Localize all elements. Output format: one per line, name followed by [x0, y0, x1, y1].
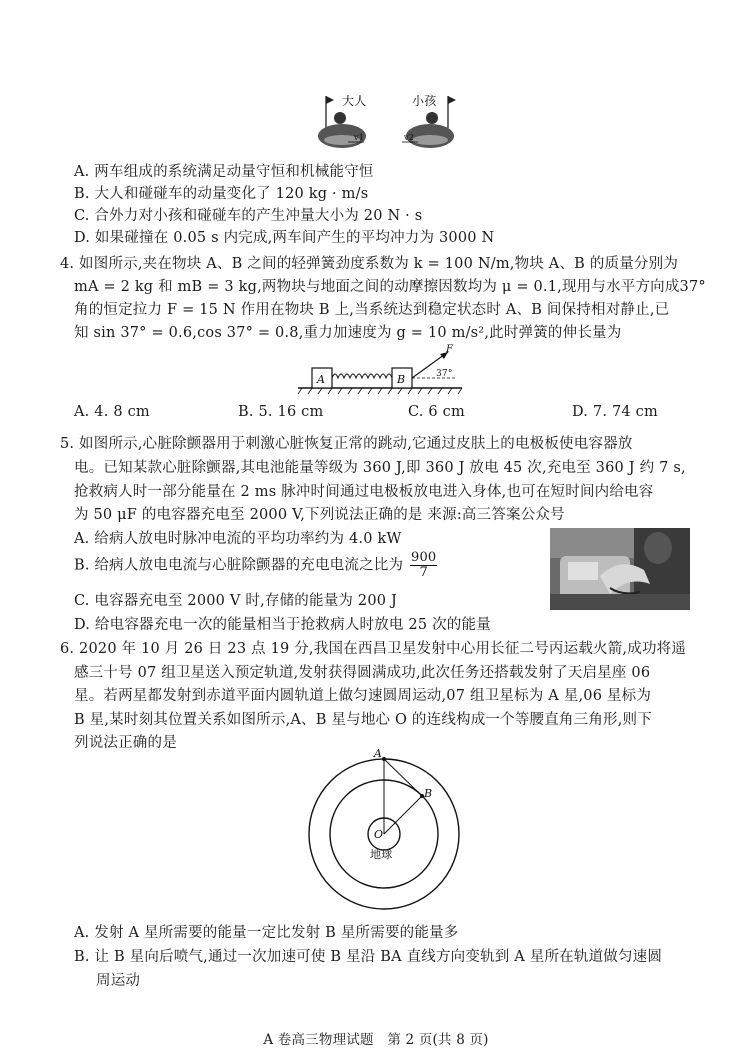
q4-line-3: 角的恒定拉力 F = 15 N 作用在物块 B 上,当系统达到稳定状态时 A、B 间保持相对静止,已 [74, 302, 670, 318]
q3-option-c: C. 合外力对小孩和碰碰车的产生冲量大小为 20 N · s [74, 208, 423, 224]
defibrillator-photo [550, 528, 690, 610]
satellite-a-label: A [373, 747, 382, 760]
q5-line-3: 抢救病人时一部分能量在 2 ms 脉冲时间通过电极板放电进入身体,也可在短时间内给电容 [74, 484, 654, 500]
q3-option-d: D. 如果碰撞在 0.05 s 内完成,两车间产生的平均冲力为 3000 N [74, 230, 495, 246]
fraction [410, 551, 437, 580]
spring [332, 374, 392, 378]
fraction-numerator: 900 [410, 550, 437, 565]
q4-option-a: A. 4. 8 cm [74, 404, 150, 420]
q6-option-b: B. 让 B 星向后喷气,通过一次加速可使 B 星沿 BA 直线方向变轨到 A 星所在轨道做匀速圆 [74, 949, 663, 965]
q5-line-4: 为 50 μF 的电容器充电至 2000 V,下列说法正确的是 来源:高三答案公众号 [74, 507, 565, 523]
q3-option-a: A. 两车组成的系统满足动量守恒和机械能守恒 [74, 164, 374, 180]
fraction-denominator: 7 [419, 565, 428, 580]
q6-line-5: 列说法正确的是 [74, 735, 177, 751]
q6-option-a: A. 发射 A 星所需要的能量一定比发射 B 星所需要的能量多 [74, 925, 459, 941]
q4-line-1: 4. 如图所示,夹在物块 A、B 之间的轻弹簧劲度系数为 k = 100 N/m,物块 A、B 的质量分别为 [60, 256, 679, 272]
q5-line-2: 电。已知某款心脏除颤器,其电池能量等级为 360 J,即 360 J 放电 45 次,充电至 360 J 约 7 s, [74, 460, 686, 476]
satellite-a [382, 757, 386, 761]
q4-option-b: B. 5. 16 cm [238, 404, 324, 420]
q3-option-b: B. 大人和碰碰车的动量变化了 120 kg · m/s [74, 186, 369, 202]
spring-blocks-figure [296, 344, 464, 396]
orbit-figure [304, 747, 464, 920]
satellite-b-label: B [424, 787, 433, 800]
q6-line-4: B 星,某时刻其位置关系如图所示,A、B 星与地心 O 的连线构成一个等腰直角三角形,则下 [74, 712, 652, 728]
line-ob [384, 796, 422, 834]
block-b-label: B [397, 373, 406, 386]
angle-label: 37° [436, 369, 453, 379]
adult-label: 大人 [342, 94, 367, 108]
q5-option-d: D. 给电容器充电一次的能量相当于抢救病人时放电 25 次的能量 [74, 617, 491, 633]
q4-option-d: D. 7. 74 cm [572, 404, 658, 420]
q5-option-b [74, 551, 437, 580]
q6-line-1: 6. 2020 年 10 月 26 日 23 点 19 分,我国在西昌卫星发射中心用长征二号丙运载火箭,成功将遥 [60, 641, 687, 657]
q5-option-a: A. 给病人放电时脉冲电流的平均功率约为 4.0 kW [74, 531, 402, 547]
q5-option-b-text: B. 给病人放电电流与心脏除颤器的充电电流之比为 [74, 557, 404, 574]
block-a-label: A [317, 373, 326, 386]
q6-line-2: 感三十号 07 组卫星送入预定轨道,发射获得圆满成功,此次任务还搭载发射了天启星座 06 [74, 665, 651, 681]
q6-option-b-continued: 周运动 [96, 973, 141, 989]
q4-option-c: C. 6 cm [408, 404, 465, 420]
q6-line-3: 星。若两星都发射到赤道平面内圆轨道上做匀速圆周运动,07 组卫星标为 A 星,06 星标为 [74, 688, 652, 704]
force-label: F [446, 344, 454, 355]
q5-option-c: C. 电容器充电至 2000 V 时,存储的能量为 200 J [74, 593, 398, 609]
earth-label: 地球 [370, 848, 393, 861]
page-footer: A 卷高三物理试题 第 2 页(共 8 页) [263, 1032, 489, 1048]
q4-line-4: 知 sin 37° = 0.6,cos 37° = 0.8,重力加速度为 g = 10 m/s²,此时弹簧的伸长量为 [74, 325, 622, 341]
bumper-cars-figure [312, 92, 462, 154]
center-o-label: O [374, 828, 384, 841]
line-ab [384, 759, 422, 796]
q5-line-1: 5. 如图所示,心脏除颤器用于刺激心脏恢复正常的跳动,它通过皮肤上的电极板使电容器放 [60, 436, 633, 452]
q4-line-2: mA = 2 kg 和 mB = 3 kg,两物块与地面之间的动摩擦因数均为 μ = 0.1,现用与水平方向成37° [74, 279, 706, 295]
child-label: 小孩 [412, 94, 437, 108]
v1-label: v1 [354, 133, 365, 142]
v2-label: v2 [404, 133, 415, 142]
